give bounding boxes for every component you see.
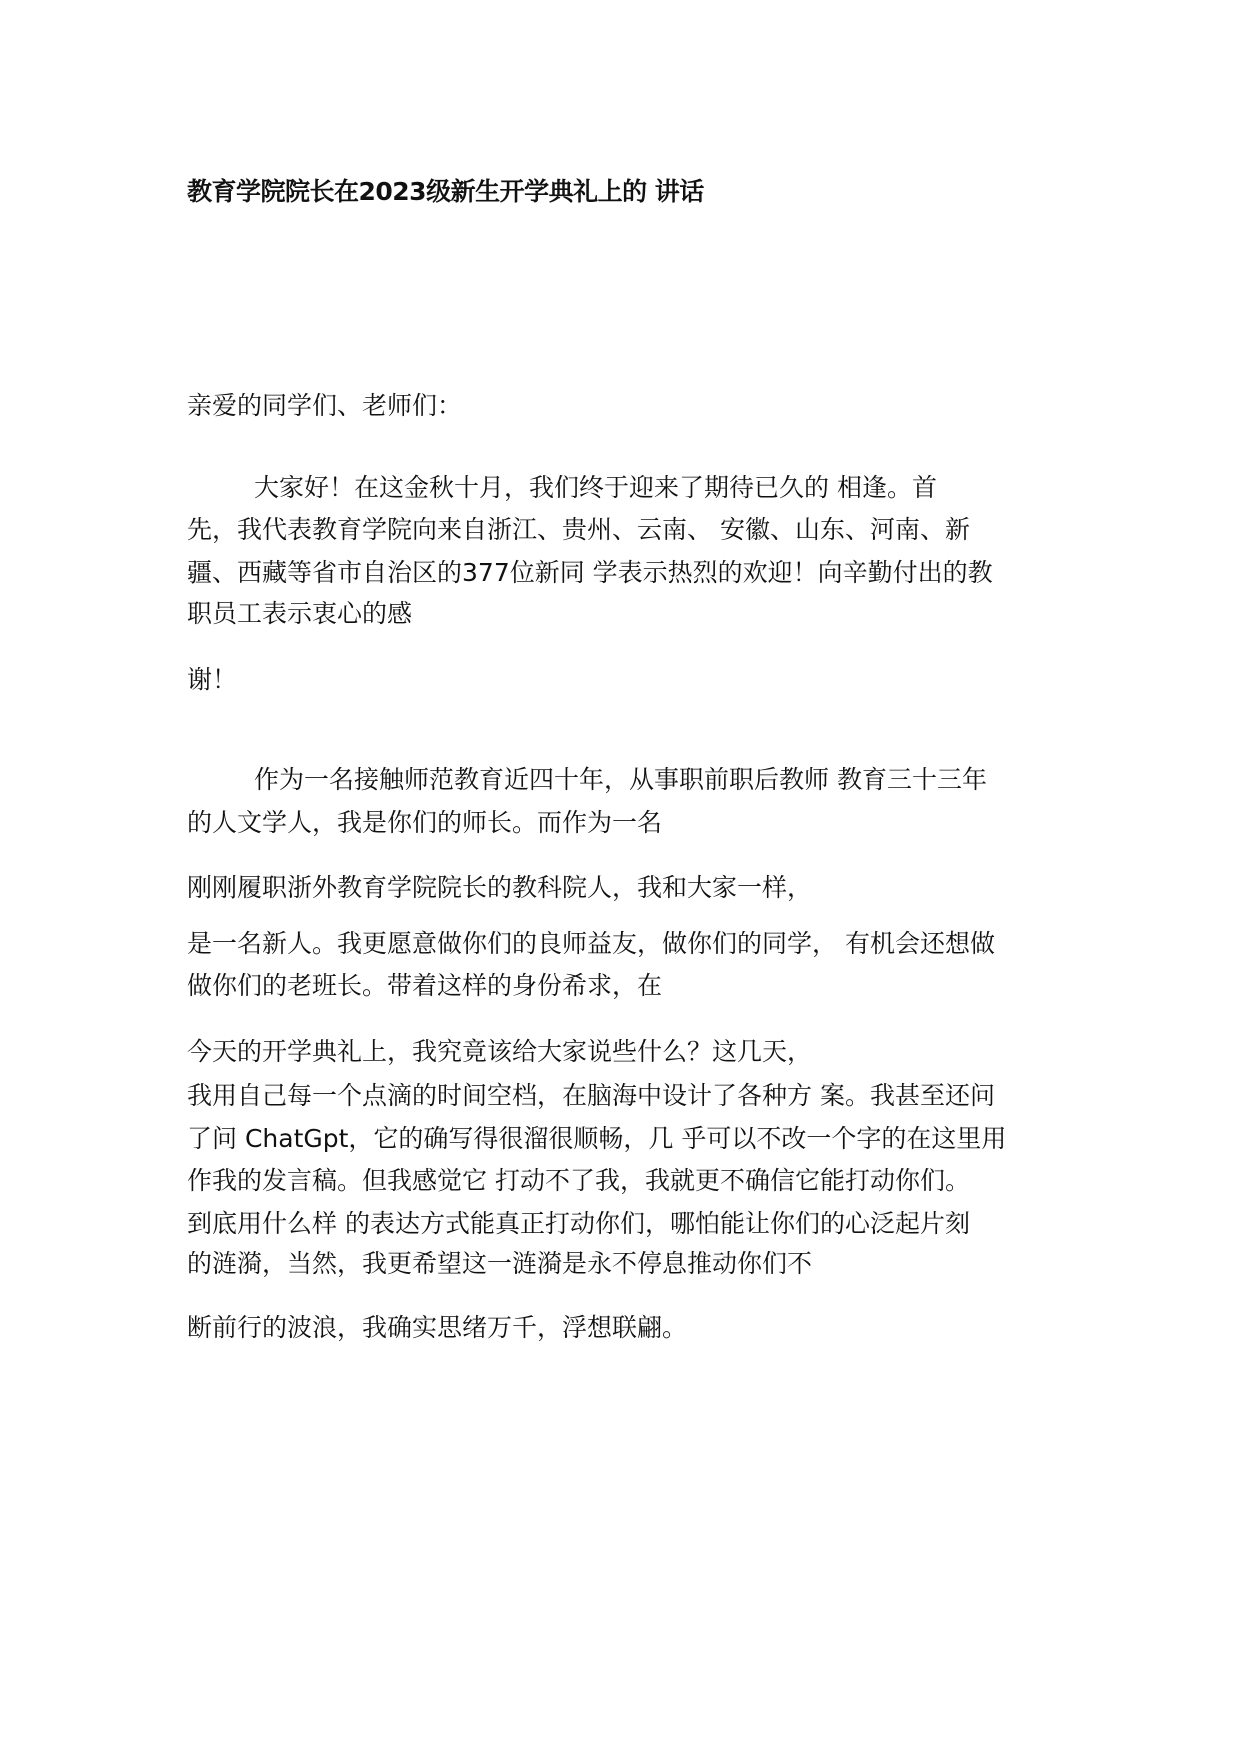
paragraph-1-line-1: 大家好！在这金秋十月，我们终于迎来了期待已久的 相逢。首: [254, 473, 937, 502]
paragraph-1-line-5: 谢！: [187, 665, 238, 694]
paragraph-2-line-6: 今天的开学典礼上，我究竟该给大家说些什么？这几天，: [187, 1037, 813, 1066]
document-title: 教育学院院长在2023级新生开学典礼上的 讲话: [187, 177, 704, 206]
paragraph-2-line-7: 我用自己每一个点滴的时间空档，在脑海中设计了各种方 案。我甚至还问: [187, 1081, 995, 1110]
paragraph-2-line-9: 作我的发言稿。但我感觉它 打动不了我，我就更不确信它能打动你们。: [187, 1166, 970, 1195]
paragraph-2-line-5: 做你们的老班长。带着这样的身份希求，在: [187, 971, 663, 1000]
paragraph-2-line-1: 作为一名接触师范教育近四十年，从事职前职后教师 教育三十三年: [254, 765, 987, 794]
paragraph-2-line-2: 的人文学人，我是你们的师长。而作为一名: [187, 808, 663, 837]
paragraph-1-line-3: 疆、西藏等省市自治区的377位新同 学表示热烈的欢迎！向辛勤付出的教: [187, 558, 993, 587]
paragraph-2-line-8: 了问 ChatGpt，它的确写得很溜很顺畅，几 乎可以不改一个字的在这里用: [187, 1124, 1007, 1153]
paragraph-2-line-11: 的涟漪，当然，我更希望这一涟漪是永不停息推动你们不: [187, 1249, 813, 1278]
paragraph-1-line-2: 先，我代表教育学院向来自浙江、贵州、云南、 安徽、山东、河南、新: [187, 515, 970, 544]
paragraph-1-line-4: 职员工表示衷心的感: [187, 599, 413, 628]
salutation: 亲爱的同学们、老师们：: [187, 391, 463, 420]
paragraph-2-line-4: 是一名新人。我更愿意做你们的良师益友，做你们的同学， 有机会还想做: [187, 929, 995, 958]
paragraph-2-line-10: 到底用什么样 的表达方式能真正打动你们，哪怕能让你们的心泛起片刻: [187, 1209, 970, 1238]
paragraph-2-line-12: 断前行的波浪，我确实思绪万千，浮想联翩。: [187, 1313, 688, 1342]
paragraph-2-line-3: 刚刚履职浙外教育学院院长的教科院人，我和大家一样，: [187, 873, 813, 902]
